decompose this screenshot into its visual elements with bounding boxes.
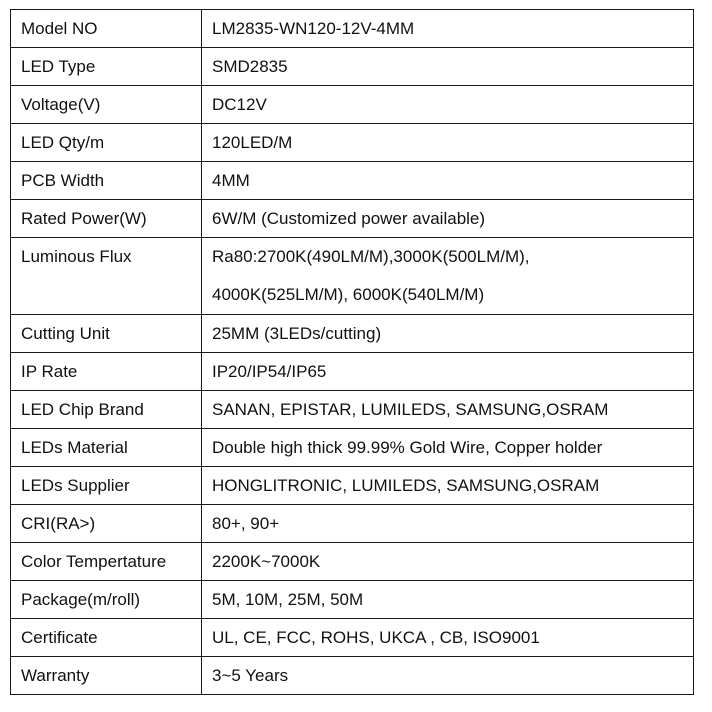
spec-value: 2200K~7000K [202,543,694,581]
spec-label: Package(m/roll) [11,581,202,619]
spec-label: IP Rate [11,353,202,391]
spec-value: 4MM [202,162,694,200]
spec-value: UL, CE, FCC, ROHS, UKCA , CB, ISO9001 [202,619,694,657]
spec-label: Certificate [11,619,202,657]
table-row [11,505,694,543]
spec-label: LEDs Supplier [11,467,202,505]
spec-label: LED Chip Brand [11,391,202,429]
spec-value: DC12V [202,86,694,124]
table-row [11,48,694,86]
spec-label: Voltage(V) [11,86,202,124]
spec-value: 6W/M (Customized power available) [202,200,694,238]
spec-value: SANAN, EPISTAR, LUMILEDS, SAMSUNG,OSRAM [202,391,694,429]
spec-label: LED Qty/m [11,124,202,162]
spec-label: Rated Power(W) [11,200,202,238]
spec-value: IP20/IP54/IP65 [202,353,694,391]
table-row [11,162,694,200]
spec-label: CRI(RA>) [11,505,202,543]
spec-value: 120LED/M [202,124,694,162]
table-row [11,124,694,162]
spec-label-text: Luminous Flux [21,247,132,266]
spec-value-line: Ra80:2700K(490LM/M),3000K(500LM/M), [212,247,530,266]
spec-value-line: 4000K(525LM/M), 6000K(540LM/M) [212,285,485,304]
spec-value: SMD2835 [202,48,694,86]
spec-label: LEDs Material [11,429,202,467]
spec-value [202,238,694,315]
table-row [11,391,694,429]
spec-value: Double high thick 99.99% Gold Wire, Copper holder [202,429,694,467]
spec-label: PCB Width [11,162,202,200]
spec-value: 5M, 10M, 25M, 50M [202,581,694,619]
spec-label [11,238,202,315]
table-row [11,315,694,353]
spec-value: 3~5 Years [202,657,694,695]
spec-label: Model NO [11,10,202,48]
table-row [11,429,694,467]
spec-value: 80+, 90+ [202,505,694,543]
table-row [11,200,694,238]
spec-value: LM2835-WN120-12V-4MM [202,10,694,48]
table-row [11,86,694,124]
table-row [11,581,694,619]
spec-label: Warranty [11,657,202,695]
spec-label: LED Type [11,48,202,86]
table-row [11,619,694,657]
table-row [11,657,694,695]
spec-label: Cutting Unit [11,315,202,353]
spec-value: 25MM (3LEDs/cutting) [202,315,694,353]
table-row [11,353,694,391]
table-row [11,238,694,315]
spec-label: Color Tempertature [11,543,202,581]
table-row [11,543,694,581]
table-row [11,10,694,48]
spec-value: HONGLITRONIC, LUMILEDS, SAMSUNG,OSRAM [202,467,694,505]
spec-table [10,9,694,695]
table-row [11,467,694,505]
